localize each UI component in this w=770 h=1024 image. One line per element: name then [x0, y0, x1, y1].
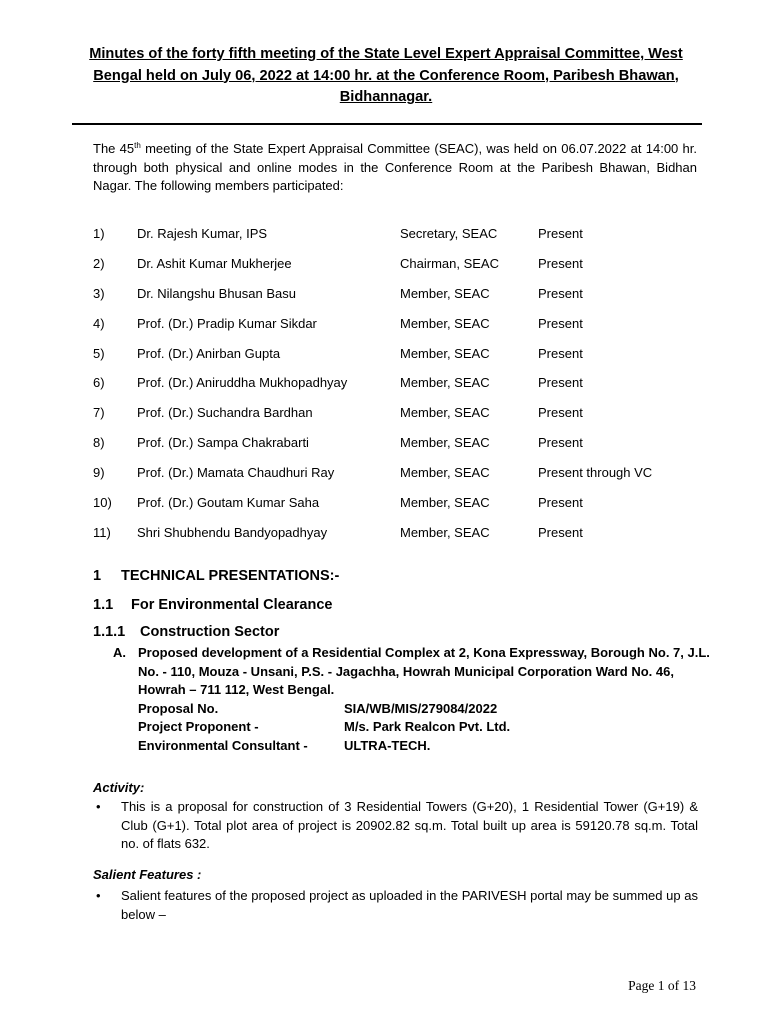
- consultant-value: ULTRA-TECH.: [344, 737, 431, 753]
- member-role: Member, SEAC: [400, 524, 490, 540]
- section-heading-1-1-1: [93, 624, 280, 640]
- member-status: Present: [538, 226, 583, 241]
- member-number: 11): [93, 524, 111, 540]
- member-role: Member, SEAC: [400, 285, 490, 301]
- member-status: Present: [538, 524, 583, 540]
- member-role: Secretary, SEAC: [400, 226, 498, 241]
- member-number: 2): [93, 255, 105, 271]
- activity-text: This is a proposal for construction of 3 Residential Towers (G+20), 1 Residential Tower (G+19) & Club (G+1). Total plot area of project is 20902.82 sq.m. Total built up area is 59120.78 sq.m. Total no. of flats 632.: [121, 799, 698, 852]
- salient-heading: Salient Features :: [93, 867, 202, 882]
- member-number: 9): [93, 465, 105, 481]
- member-name: Shri Shubhendu Bandyopadhyay: [137, 524, 328, 540]
- consultant-row: [138, 737, 718, 756]
- member-role: Member, SEAC: [400, 375, 490, 391]
- member-status: Present through VC: [538, 465, 653, 481]
- member-row: [93, 435, 703, 465]
- member-row: [93, 465, 703, 495]
- member-name: Prof. (Dr.) Sampa Chakrabarti: [137, 435, 309, 451]
- member-status: Present: [538, 285, 583, 301]
- member-name: Prof. (Dr.) Pradip Kumar Sikdar: [137, 315, 317, 331]
- member-role: Member, SEAC: [400, 495, 490, 511]
- member-row: [93, 525, 703, 555]
- proposal-value: SIA/WB/MIS/279084/2022: [344, 700, 498, 716]
- member-number: 1): [93, 226, 105, 241]
- member-name: Prof. (Dr.) Goutam Kumar Saha: [137, 495, 320, 511]
- member-name: Dr. Rajesh Kumar, IPS: [137, 226, 268, 241]
- member-role: Chairman, SEAC: [400, 255, 499, 271]
- member-row: [93, 226, 703, 256]
- member-name: Prof. (Dr.) Mamata Chaudhuri Ray: [137, 465, 335, 481]
- member-name: Prof. (Dr.) Aniruddha Mukhopadhyay: [137, 375, 348, 391]
- intro-superscript: th: [134, 141, 141, 150]
- member-row: [93, 495, 703, 525]
- activity-heading: Activity:: [93, 780, 145, 795]
- member-number: 10): [93, 495, 112, 511]
- member-name: Prof. (Dr.) Suchandra Bardhan: [137, 405, 313, 421]
- member-number: 3): [93, 285, 105, 301]
- document-title: Minutes of the forty fifth meeting of the State Level Expert Appraisal Committee, West Bengal held on July 06, 2022 at 14:00 hr. at the Conference Room, Paribesh Bhawan, Bidhannagar.: [89, 46, 683, 105]
- member-number: 6): [93, 375, 105, 391]
- member-number: 7): [93, 405, 105, 421]
- member-role: Member, SEAC: [400, 435, 490, 451]
- proponent-label: Project Proponent -: [138, 719, 259, 735]
- member-status: Present: [538, 345, 583, 361]
- project-letter: A.: [113, 645, 126, 660]
- member-number: 4): [93, 315, 105, 331]
- member-status: Present: [538, 495, 583, 511]
- member-role: Member, SEAC: [400, 345, 490, 361]
- section-heading-1-1: [93, 597, 333, 613]
- section-title: Construction Sector: [140, 624, 280, 640]
- section-number: 1: [93, 568, 102, 584]
- section-title: TECHNICAL PRESENTATIONS:-: [121, 568, 340, 584]
- project-description: Proposed development of a Residential Complex at 2, Kona Expressway, Borough No. 7, J.L. No. - 110, Mouza - Unsani, P.S. - Jagachha, Howrah Municipal Corporation Ward No. 46, Howrah – 711 112, West Bengal.: [138, 645, 710, 698]
- member-status: Present: [538, 375, 583, 391]
- consultant-label: Environmental Consultant -: [138, 737, 308, 753]
- intro-paragraph: [93, 140, 697, 196]
- salient-text: Salient features of the proposed project as uploaded in the PARIVESH portal may be summed up as below –: [121, 888, 698, 922]
- proposal-row: [138, 700, 718, 719]
- section-number: 1.1: [93, 597, 114, 613]
- member-name: Dr. Ashit Kumar Mukherjee: [137, 255, 292, 271]
- member-row: [93, 346, 703, 376]
- member-row: [93, 286, 703, 316]
- member-row: [93, 316, 703, 346]
- proponent-value: M/s. Park Realcon Pvt. Ltd.: [344, 719, 511, 735]
- member-row: [93, 375, 703, 405]
- member-number: 8): [93, 435, 105, 451]
- proposal-label: Proposal No.: [138, 700, 219, 716]
- member-row: [93, 405, 703, 435]
- section-title: For Environmental Clearance: [131, 597, 333, 613]
- section-number: 1.1.1: [93, 624, 126, 640]
- members-list: [93, 226, 703, 555]
- member-status: Present: [538, 315, 583, 331]
- member-row: [93, 256, 703, 286]
- member-status: Present: [538, 405, 583, 421]
- proponent-row: [138, 718, 718, 737]
- member-name: Dr. Nilangshu Bhusan Basu: [137, 285, 296, 301]
- member-role: Member, SEAC: [400, 405, 490, 421]
- intro-prefix: The 45: [93, 141, 135, 156]
- member-status: Present: [538, 435, 583, 451]
- member-name: Prof. (Dr.) Anirban Gupta: [137, 345, 281, 361]
- bullet-icon: •: [96, 888, 101, 903]
- member-number: 5): [93, 345, 105, 361]
- bullet-icon: •: [96, 799, 101, 814]
- page-number: Page 1 of 13: [628, 978, 696, 993]
- member-role: Member, SEAC: [400, 315, 490, 331]
- member-role: Member, SEAC: [400, 465, 490, 481]
- member-status: Present: [538, 255, 583, 271]
- title-divider: [72, 123, 702, 125]
- intro-text: meeting of the State Expert Appraisal Committee (SEAC), was held on 06.07.2022 at 14:00 hr. through both physical and online modes in the Conference Room at the Paribesh Bhawan, Bidhan Nagar. The following members participated:: [93, 141, 697, 193]
